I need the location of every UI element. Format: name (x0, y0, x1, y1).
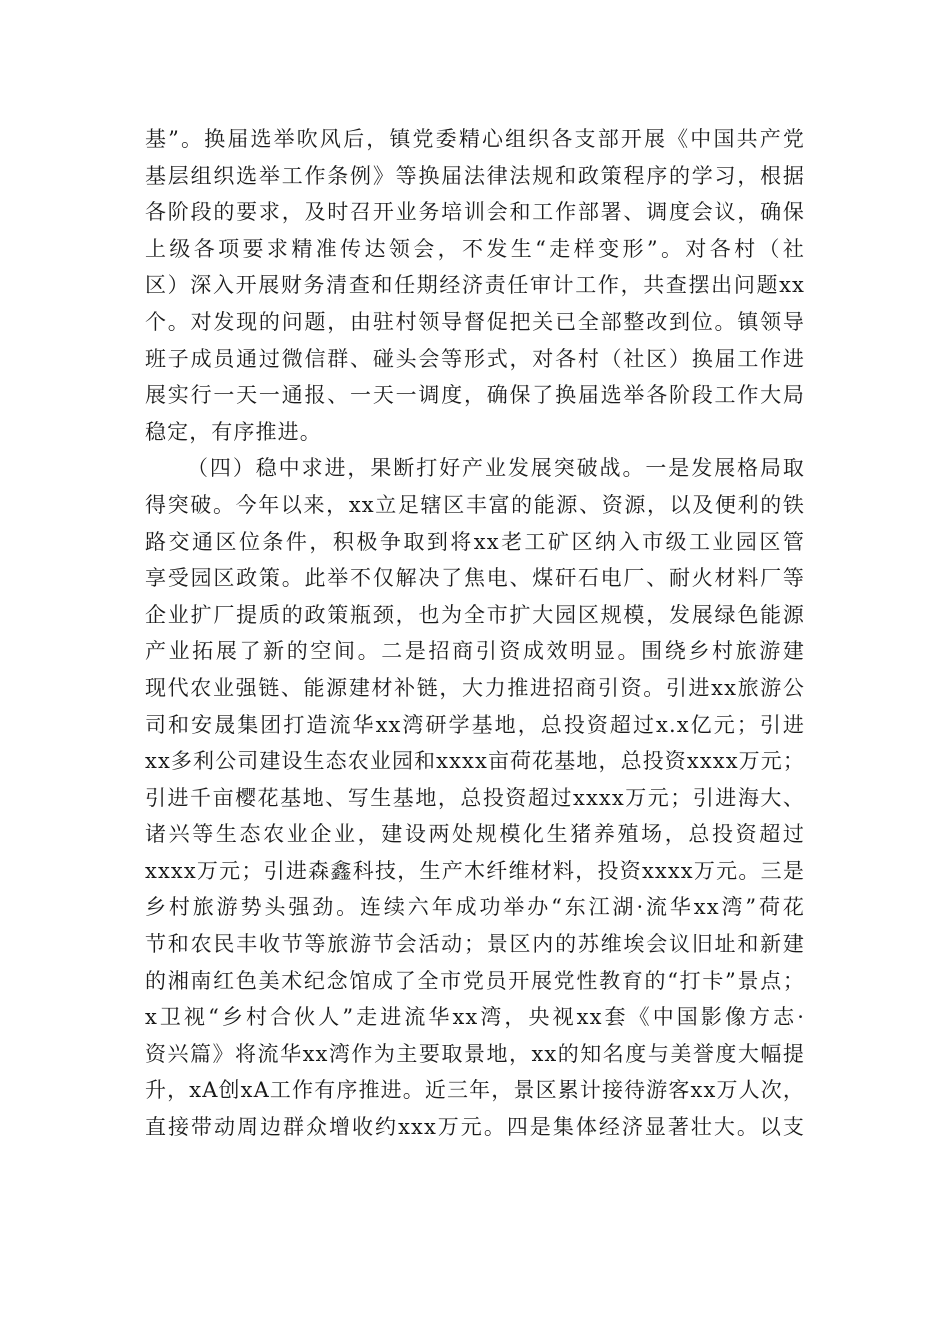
text-line: 上级各项要求精准传达领会，不发生“走样变形”。对各村（社 (145, 236, 805, 261)
text-line: 企业扩厂提质的政策瓶颈，也为全市扩大园区规模，发展绿色能源 (145, 602, 805, 627)
text-line: 各阶段的要求，及时召开业务培训会和工作部署、调度会议，确保 (145, 200, 805, 225)
text-line: 资兴篇》将流华xx湾作为主要取景地，xx的知名度与美誉度大幅提 (145, 1041, 805, 1066)
text-line: xx多利公司建设生态农业园和xxxx亩荷花基地，总投资xxxx万元； (145, 749, 805, 774)
text-line: 享受园区政策。此举不仅解决了焦电、煤矸石电厂、耐火材料厂等 (145, 566, 805, 591)
text-line: 乡村旅游势头强劲。连续六年成功举办“东江湖·流华xx湾”荷花 (145, 895, 805, 920)
text-line: 现代农业强链、能源建材补链，大力推进招商引资。引进xx旅游公 (145, 675, 805, 700)
text-line: x卫视“乡村合伙人”走进流华xx湾，央视xx套《中国影像方志· (145, 1005, 805, 1030)
paragraph-first-line: （四）稳中求进，果断打好产业发展突破战。一是发展格局取 (187, 456, 805, 481)
text-line: 司和安晟集团打造流华xx湾研学基地，总投资超过x.x亿元；引进 (145, 712, 805, 737)
text-line: 诸兴等生态农业企业，建设两处规模化生猪养殖场，总投资超过 (145, 822, 805, 847)
text-line: 的湘南红色美术纪念馆成了全市党员开展党性教育的“打卡”景点； (145, 968, 805, 993)
text-line: xxxx万元；引进森鑫科技，生产木纤维材料，投资xxxx万元。三是 (145, 858, 805, 883)
text-line: 区）深入开展财务清查和任期经济责任审计工作，共查摆出问题xx (145, 273, 805, 298)
text-line: 个。对发现的问题，由驻村领导督促把关已全部整改到位。镇领导 (145, 309, 805, 334)
text-line: 路交通区位条件，积极争取到将xx老工矿区纳入市级工业园区管 (145, 529, 805, 554)
text-line: 得突破。今年以来，xx立足辖区丰富的能源、资源，以及便利的铁 (145, 492, 805, 517)
text-line: 引进千亩樱花基地、写生基地，总投资超过xxxx万元；引进海大、 (145, 785, 805, 810)
text-line: 直接带动周边群众增收约xxx万元。四是集体经济显著壮大。以支 (145, 1115, 805, 1140)
text-line: 展实行一天一通报、一天一调度，确保了换届选举各阶段工作大局 (145, 383, 805, 408)
text-line: 班子成员通过微信群、碰头会等形式，对各村（社区）换届工作进 (145, 346, 805, 371)
text-line: 基”。换届选举吹风后，镇党委精心组织各支部开展《中国共产党 (145, 127, 805, 151)
text-line: 节和农民丰收节等旅游节会活动；景区内的苏维埃会议旧址和新建 (145, 932, 805, 957)
text-line: 产业拓展了新的空间。二是招商引资成效明显。围绕乡村旅游建 (145, 639, 805, 664)
body-text (145, 121, 805, 1146)
text-line: 升，xA创xA工作有序推进。近三年，景区累计接待游客xx万人次， (145, 1078, 805, 1103)
text-line: 稳定，有序推进。 (145, 419, 322, 444)
text-line: 基层组织选举工作条例》等换届法律法规和政策程序的学习，根据 (145, 163, 805, 188)
